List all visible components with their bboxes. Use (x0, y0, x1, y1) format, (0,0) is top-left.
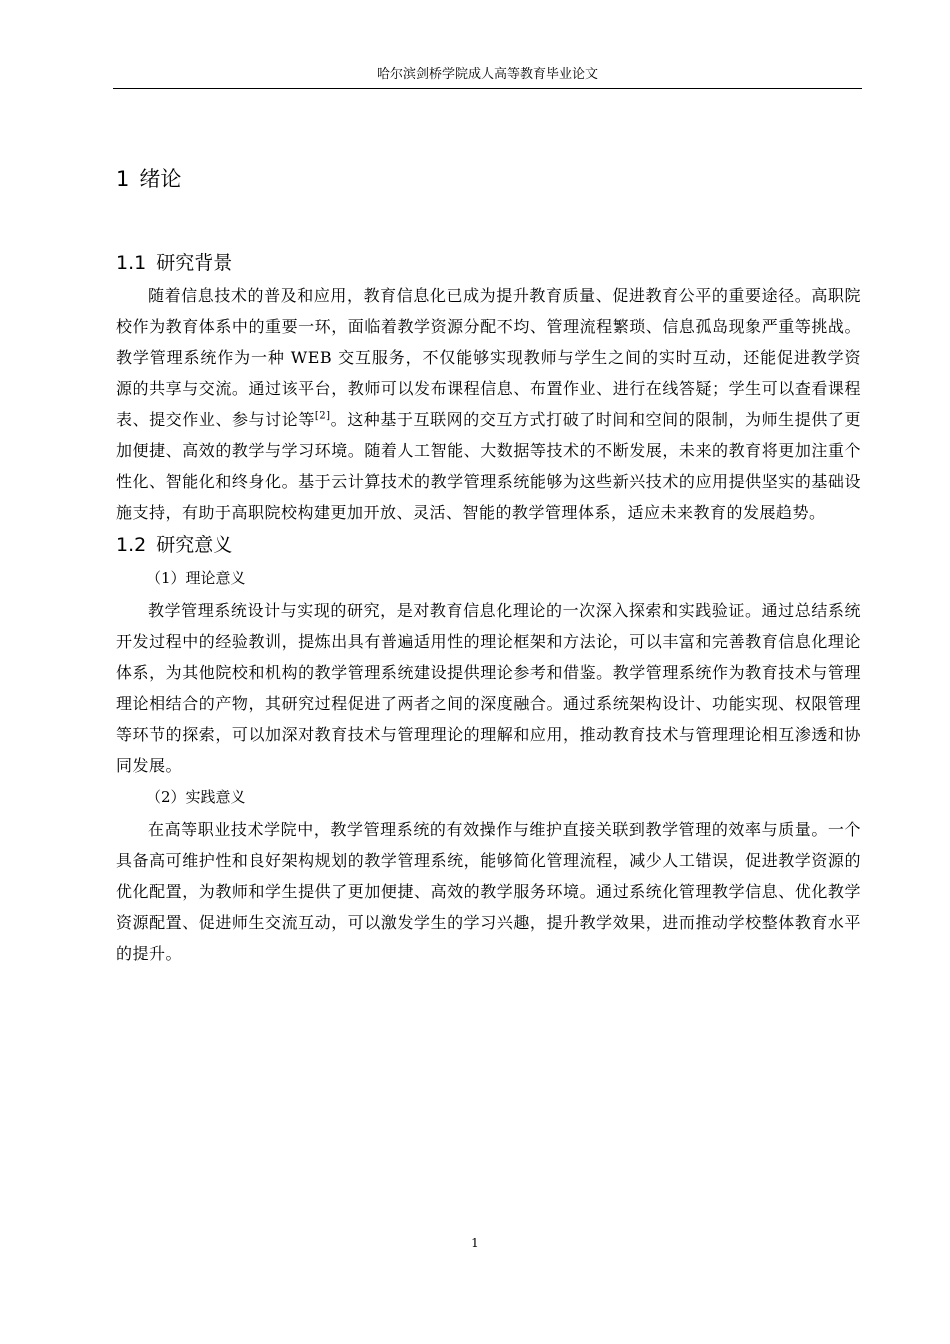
background-text-part1: 随着信息技术的普及和应用，教育信息化已成为提升教育质量、促进教育公平的重要途径。高职院校作为教育体系中的重要一环，面临着教学资源分配不均、管理流程繁琐、信息孤岛现象严重等挑战。教学管理系统作为一种 WEB 交互服务，不仅能够实现教师与学生之间的实时互动，还能促进教学资源的共享与交流。通过该平台，教师可以发布课程信息、布置作业、进行在线答疑；学生可以查看课程表、提交作业、参与讨论等 (116, 286, 861, 429)
section-title: 研究意义 (156, 534, 233, 556)
section-heading-background (116, 246, 861, 280)
section-number: 1.1 (116, 252, 147, 274)
section-title: 研究背景 (156, 252, 233, 274)
background-text-part2: 。这种基于互联网的交互方式打破了时间和空间的限制，为师生提供了更加便捷、高效的教学与学习环境。随着人工智能、大数据等技术的不断发展，未来的教育将更加注重个性化、智能化和终身化。基于云计算技术的教学管理系统能够为这些新兴技术的应用提供坚实的基础设施支持，有助于高职院校构建更加开放、灵活、智能的教学管理体系，适应未来教育的发展趋势。 (116, 410, 861, 522)
page-header: 哈尔滨剑桥学院成人高等教育毕业论文 (376, 67, 598, 82)
subheading-practice: （2）实践意义 (146, 788, 246, 806)
theory-paragraph: 教学管理系统设计与实现的研究，是对教育信息化理论的一次深入探索和实践验证。通过总结系统开发过程中的经验教训，提炼出具有普遍适用性的理论框架和方法论，可以丰富和完善教育信息化理论体系，为其他院校和机构的教学管理系统建设提供理论参考和借鉴。教学管理系统作为教育技术与管理理论相结合的产物，其研究过程促进了两者之间的深度融合。通过系统架构设计、功能实现、权限管理等环节的探索，可以加深对教育技术与管理理论的理解和应用，推动教育技术与管理理论相互渗透和协同发展。 (116, 601, 861, 775)
practice-paragraph: 在高等职业技术学院中，教学管理系统的有效操作与维护直接关联到教学管理的效率与质量。一个具备高可维护性和良好架构规划的教学管理系统，能够简化管理流程，减少人工错误，促进教学资源的优化配置，为教师和学生提供了更加便捷、高效的教学服务环境。通过系统化管理教学信息、优化教学资源配置、促进师生交流互动，可以激发学生的学习兴趣，提升教学效果，进而推动学校整体教育水平的提升。 (116, 820, 861, 963)
subheading-theory: （1）理论意义 (146, 569, 246, 587)
page-number: 1 (471, 1236, 479, 1250)
document-body (116, 160, 861, 969)
citation-ref: [2] (314, 410, 331, 422)
section-number: 1.2 (116, 534, 147, 556)
chapter-heading (116, 160, 861, 198)
section-heading-significance (116, 528, 861, 562)
background-paragraph (116, 280, 861, 528)
chapter-number: 1 (116, 167, 130, 191)
chapter-title: 绪论 (139, 167, 182, 191)
header-rule (113, 88, 862, 89)
